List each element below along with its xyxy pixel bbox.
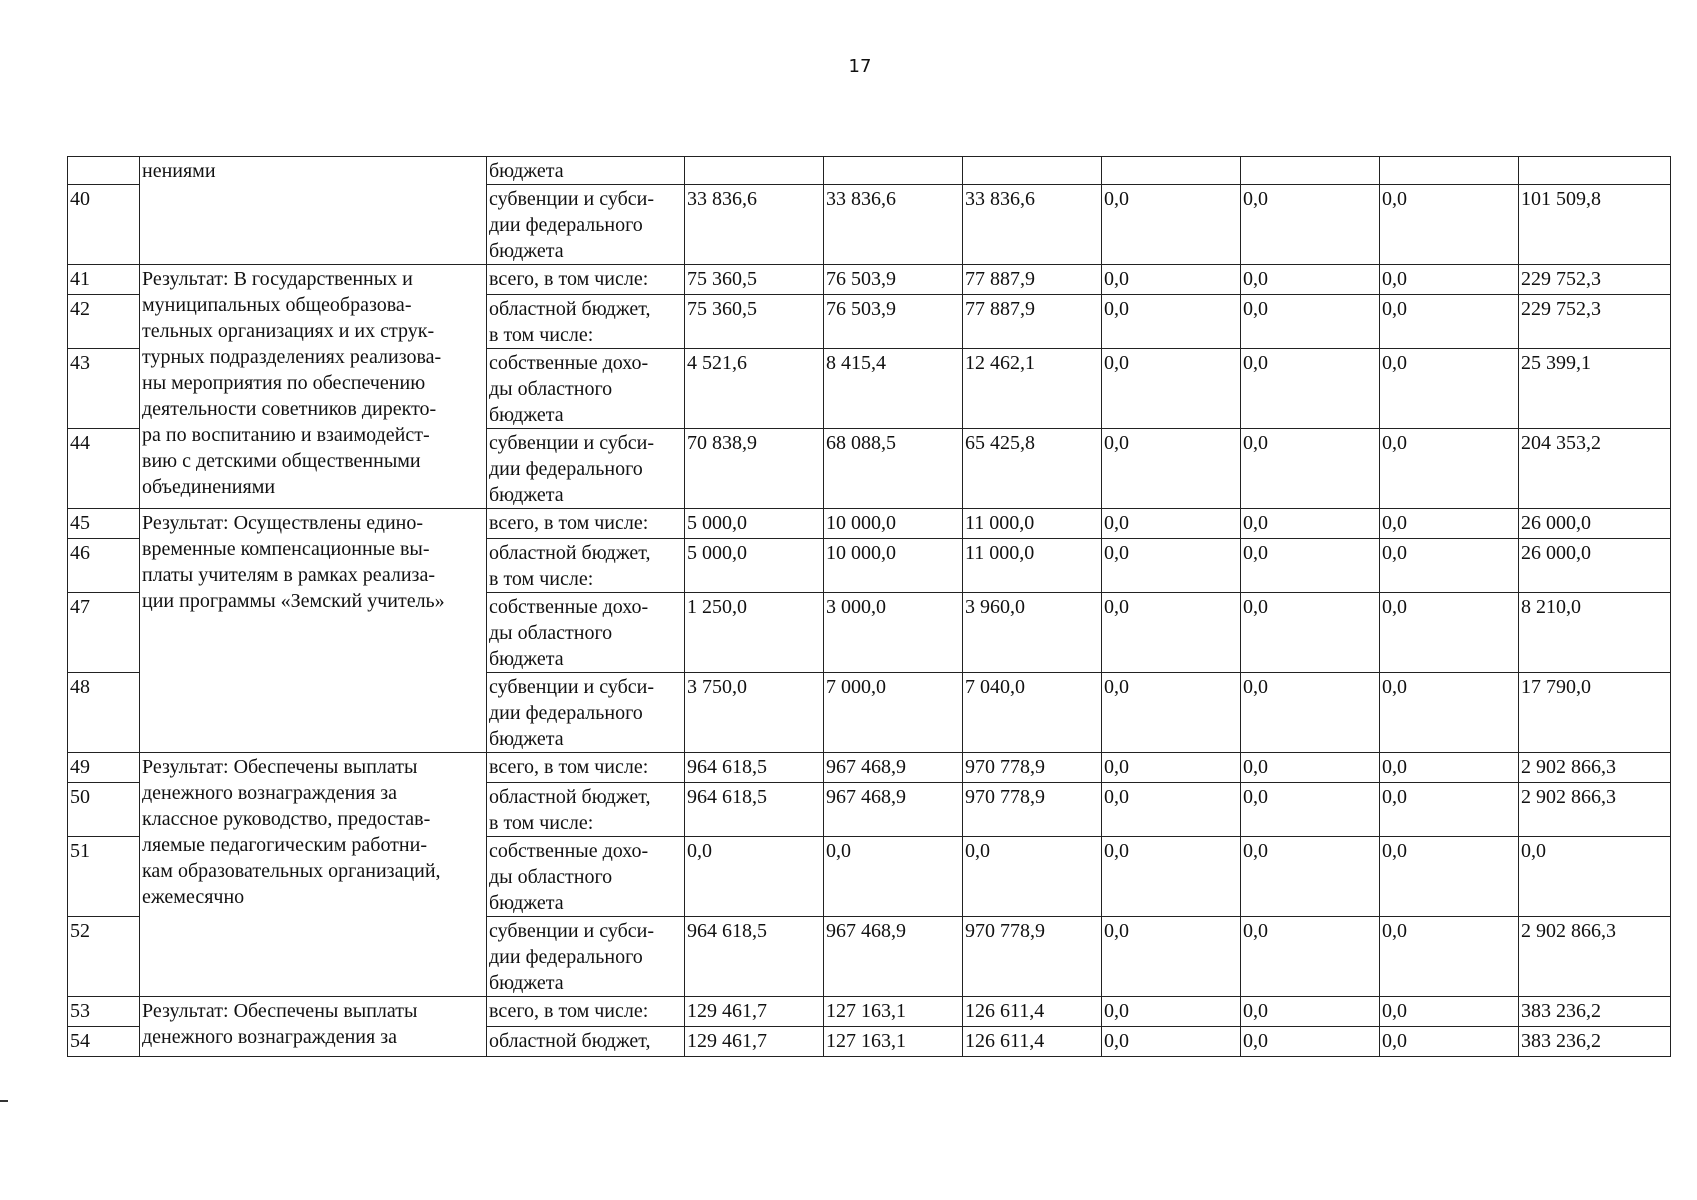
result-description-line: Результат: Обеспечены выплаты bbox=[142, 1000, 418, 1022]
total-value-cell: 26 000,0 bbox=[1519, 509, 1671, 539]
value-cell: 75 360,5 bbox=[685, 295, 824, 349]
funding-source-cell: бюджета bbox=[487, 157, 685, 185]
result-description-cell bbox=[140, 509, 487, 753]
value-cell: 4 521,6 bbox=[685, 349, 824, 429]
value-cell: 126 611,4 bbox=[963, 1027, 1102, 1057]
value-cell: 0,0 bbox=[1241, 997, 1380, 1027]
value-cell: 70 838,9 bbox=[685, 429, 824, 509]
value-cell: 10 000,0 bbox=[824, 539, 963, 593]
result-description-line: Результат: Осуществлены едино- bbox=[142, 512, 424, 534]
total-value-cell: 17 790,0 bbox=[1519, 673, 1671, 753]
table-row bbox=[68, 265, 1671, 295]
value-cell: 0,0 bbox=[1241, 1027, 1380, 1057]
total-value-cell: 101 509,8 bbox=[1519, 185, 1671, 265]
row-number-cell: 40 bbox=[68, 185, 140, 265]
row-number-cell: 42 bbox=[68, 295, 140, 349]
result-description-line: ежемесячно bbox=[142, 886, 245, 908]
value-cell: 0,0 bbox=[1102, 917, 1241, 997]
value-cell: 0,0 bbox=[1241, 429, 1380, 509]
row-number-cell: 47 bbox=[68, 593, 140, 673]
value-cell: 0,0 bbox=[1241, 265, 1380, 295]
value-cell: 0,0 bbox=[1241, 509, 1380, 539]
value-cell: 0,0 bbox=[1380, 185, 1519, 265]
funding-source-line: всего, в том числе: bbox=[489, 512, 649, 534]
value-cell: 0,0 bbox=[685, 837, 824, 917]
result-description-line: деятельности советников директо- bbox=[142, 398, 437, 420]
value-cell: 0,0 bbox=[1241, 753, 1380, 783]
value-cell: 76 503,9 bbox=[824, 265, 963, 295]
row-number-cell: 50 bbox=[68, 783, 140, 837]
funding-source-line: дии федерального bbox=[489, 946, 643, 968]
value-cell: 0,0 bbox=[1241, 673, 1380, 753]
row-number-cell: 45 bbox=[68, 509, 140, 539]
result-description-line: денежного вознаграждения за bbox=[142, 782, 397, 804]
funding-source-cell bbox=[487, 265, 685, 295]
value-cell: 0,0 bbox=[1102, 539, 1241, 593]
value-cell: 0,0 bbox=[1241, 349, 1380, 429]
value-cell: 0,0 bbox=[1241, 837, 1380, 917]
margin-mark bbox=[0, 1100, 8, 1102]
funding-source-line: субвенции и субси- bbox=[489, 432, 655, 454]
funding-source-cell bbox=[487, 1027, 685, 1057]
row-number-cell: 41 bbox=[68, 265, 140, 295]
funding-source-line: субвенции и субси- bbox=[489, 920, 655, 942]
funding-source-line: собственные дохо- bbox=[489, 840, 649, 862]
result-description-line: денежного вознаграждения за bbox=[142, 1026, 397, 1048]
funding-source-cell bbox=[487, 593, 685, 673]
total-value-cell: 383 236,2 bbox=[1519, 1027, 1671, 1057]
value-cell: 0,0 bbox=[1380, 593, 1519, 673]
value-cell: 7 000,0 bbox=[824, 673, 963, 753]
value-cell: 0,0 bbox=[1102, 673, 1241, 753]
value-cell: 1 250,0 bbox=[685, 593, 824, 673]
result-description-line: турных подразделениях реализова- bbox=[142, 346, 442, 368]
value-cell: 0,0 bbox=[1380, 429, 1519, 509]
value-cell: 0,0 bbox=[1241, 539, 1380, 593]
funding-source-cell bbox=[487, 349, 685, 429]
value-cell: 0,0 bbox=[963, 837, 1102, 917]
funding-source-cell bbox=[487, 539, 685, 593]
result-description-line: ции программы «Земский учитель» bbox=[142, 590, 445, 612]
row-number-cell: 54 bbox=[68, 1027, 140, 1057]
result-description-line: Результат: В государственных и bbox=[142, 268, 413, 290]
value-cell: 970 778,9 bbox=[963, 753, 1102, 783]
table-row bbox=[68, 997, 1671, 1027]
value-cell: 0,0 bbox=[1102, 509, 1241, 539]
value-cell: 0,0 bbox=[1380, 539, 1519, 593]
funding-source-cell bbox=[487, 509, 685, 539]
value-cell: 0,0 bbox=[1380, 753, 1519, 783]
total-value-cell: 26 000,0 bbox=[1519, 539, 1671, 593]
row-number-cell: 44 bbox=[68, 429, 140, 509]
value-cell: 0,0 bbox=[1380, 265, 1519, 295]
table-row bbox=[68, 753, 1671, 783]
result-description-line: Результат: Обеспечены выплаты bbox=[142, 756, 418, 778]
value-cell: 0,0 bbox=[1380, 349, 1519, 429]
funding-source-line: областной бюджет, bbox=[489, 298, 651, 320]
value-cell: 964 618,5 bbox=[685, 783, 824, 837]
table-row bbox=[68, 157, 1671, 185]
funding-source-line: бюджета bbox=[489, 484, 564, 506]
value-cell: 0,0 bbox=[1241, 917, 1380, 997]
result-description-cell bbox=[140, 753, 487, 997]
page-number: 17 bbox=[848, 56, 872, 77]
value-cell: 0,0 bbox=[1241, 593, 1380, 673]
result-description-cell bbox=[140, 997, 487, 1057]
value-cell: 3 750,0 bbox=[685, 673, 824, 753]
value-cell: 126 611,4 bbox=[963, 997, 1102, 1027]
value-cell: 0,0 bbox=[1241, 185, 1380, 265]
value-cell: 0,0 bbox=[1102, 837, 1241, 917]
result-description-line: вию с детскими общественными bbox=[142, 450, 421, 472]
total-value-cell: 25 399,1 bbox=[1519, 349, 1671, 429]
value-cell: 0,0 bbox=[1102, 997, 1241, 1027]
funding-source-line: бюджета bbox=[489, 240, 564, 262]
total-value-cell: 2 902 866,3 bbox=[1519, 753, 1671, 783]
value-cell: 0,0 bbox=[1380, 837, 1519, 917]
total-value-cell: 8 210,0 bbox=[1519, 593, 1671, 673]
value-cell: 970 778,9 bbox=[963, 783, 1102, 837]
value-cell: 0,0 bbox=[1380, 295, 1519, 349]
funding-source-cell bbox=[487, 753, 685, 783]
funding-source-line: всего, в том числе: bbox=[489, 268, 649, 290]
value-cell: 129 461,7 bbox=[685, 997, 824, 1027]
funding-source-line: бюджета bbox=[489, 892, 564, 914]
result-description-line: муниципальных общеобразова- bbox=[142, 294, 412, 316]
value-cell: 0,0 bbox=[1241, 783, 1380, 837]
row-number-cell: 49 bbox=[68, 753, 140, 783]
value-cell: 3 000,0 bbox=[824, 593, 963, 673]
result-description-line: временные компенсационные вы- bbox=[142, 538, 430, 560]
value-cell: 127 163,1 bbox=[824, 1027, 963, 1057]
funding-source-cell bbox=[487, 917, 685, 997]
value-cell: 12 462,1 bbox=[963, 349, 1102, 429]
result-description-cell bbox=[140, 265, 487, 509]
value-cell: 964 618,5 bbox=[685, 917, 824, 997]
value-cell bbox=[685, 157, 824, 185]
funding-source-cell bbox=[487, 837, 685, 917]
value-cell: 0,0 bbox=[1380, 917, 1519, 997]
row-number-cell: 43 bbox=[68, 349, 140, 429]
total-value-cell: 383 236,2 bbox=[1519, 997, 1671, 1027]
funding-source-cell bbox=[487, 997, 685, 1027]
funding-source-line: дии федерального bbox=[489, 214, 643, 236]
total-value-cell: 229 752,3 bbox=[1519, 295, 1671, 349]
value-cell: 0,0 bbox=[1380, 509, 1519, 539]
funding-source-line: всего, в том числе: bbox=[489, 1000, 649, 1022]
value-cell: 0,0 bbox=[1380, 673, 1519, 753]
row-number-cell bbox=[68, 157, 140, 185]
value-cell: 33 836,6 bbox=[824, 185, 963, 265]
value-cell: 75 360,5 bbox=[685, 265, 824, 295]
funding-source-line: областной бюджет, bbox=[489, 786, 651, 808]
row-number-cell: 46 bbox=[68, 539, 140, 593]
result-description-line: объединениями bbox=[142, 476, 276, 498]
value-cell: 5 000,0 bbox=[685, 509, 824, 539]
funding-source-line: бюджета bbox=[489, 728, 564, 750]
value-cell: 33 836,6 bbox=[685, 185, 824, 265]
total-value-cell: 204 353,2 bbox=[1519, 429, 1671, 509]
value-cell: 0,0 bbox=[1102, 1027, 1241, 1057]
value-cell: 11 000,0 bbox=[963, 509, 1102, 539]
funding-source-cell bbox=[487, 783, 685, 837]
value-cell: 68 088,5 bbox=[824, 429, 963, 509]
funding-source-line: бюджета bbox=[489, 404, 564, 426]
funding-source-line: в том числе: bbox=[489, 812, 594, 834]
value-cell: 8 415,4 bbox=[824, 349, 963, 429]
funding-source-line: ды областного bbox=[489, 378, 613, 400]
funding-source-line: в том числе: bbox=[489, 324, 594, 346]
description-cell: нениями bbox=[140, 157, 487, 265]
funding-source-line: субвенции и субси- bbox=[489, 188, 655, 210]
value-cell: 0,0 bbox=[1102, 295, 1241, 349]
funding-source-line: в том числе: bbox=[489, 568, 594, 590]
funding-source-cell bbox=[487, 429, 685, 509]
value-cell: 65 425,8 bbox=[963, 429, 1102, 509]
value-cell: 0,0 bbox=[1380, 1027, 1519, 1057]
value-cell: 7 040,0 bbox=[963, 673, 1102, 753]
value-cell: 0,0 bbox=[1102, 753, 1241, 783]
value-cell: 0,0 bbox=[1380, 783, 1519, 837]
total-value-cell: 2 902 866,3 bbox=[1519, 917, 1671, 997]
value-cell: 0,0 bbox=[1380, 997, 1519, 1027]
row-number-cell: 52 bbox=[68, 917, 140, 997]
funding-source-line: собственные дохо- bbox=[489, 596, 649, 618]
row-number-cell: 48 bbox=[68, 673, 140, 753]
funding-source-line: дии федерального bbox=[489, 702, 643, 724]
value-cell: 0,0 bbox=[1102, 429, 1241, 509]
value-cell: 10 000,0 bbox=[824, 509, 963, 539]
funding-source-line: областной бюджет, bbox=[489, 1030, 651, 1052]
funding-source-line: бюджета bbox=[489, 972, 564, 994]
value-cell bbox=[1519, 157, 1671, 185]
value-cell: 967 468,9 bbox=[824, 783, 963, 837]
funding-source-line: ды областного bbox=[489, 622, 613, 644]
value-cell: 967 468,9 bbox=[824, 753, 963, 783]
funding-source-line: дии федерального bbox=[489, 458, 643, 480]
value-cell: 0,0 bbox=[824, 837, 963, 917]
table-body bbox=[68, 157, 1671, 1057]
value-cell: 970 778,9 bbox=[963, 917, 1102, 997]
value-cell: 33 836,6 bbox=[963, 185, 1102, 265]
funding-source-cell bbox=[487, 185, 685, 265]
total-value-cell: 229 752,3 bbox=[1519, 265, 1671, 295]
value-cell: 11 000,0 bbox=[963, 539, 1102, 593]
value-cell: 0,0 bbox=[1102, 185, 1241, 265]
row-number-cell: 51 bbox=[68, 837, 140, 917]
funding-source-line: собственные дохо- bbox=[489, 352, 649, 374]
total-value-cell: 2 902 866,3 bbox=[1519, 783, 1671, 837]
result-description-line: ны мероприятия по обеспечению bbox=[142, 372, 426, 394]
value-cell: 0,0 bbox=[1102, 265, 1241, 295]
funding-source-cell bbox=[487, 295, 685, 349]
value-cell: 5 000,0 bbox=[685, 539, 824, 593]
result-description-line: ляемые педагогическим работни- bbox=[142, 834, 427, 856]
value-cell: 76 503,9 bbox=[824, 295, 963, 349]
value-cell: 0,0 bbox=[1102, 783, 1241, 837]
result-description-line: тельных организациях и их струк- bbox=[142, 320, 435, 342]
value-cell: 967 468,9 bbox=[824, 917, 963, 997]
value-cell: 0,0 bbox=[1241, 295, 1380, 349]
value-cell: 77 887,9 bbox=[963, 265, 1102, 295]
funding-source-line: ды областного bbox=[489, 866, 613, 888]
value-cell: 0,0 bbox=[1102, 349, 1241, 429]
funding-source-line: областной бюджет, bbox=[489, 542, 651, 564]
value-cell: 3 960,0 bbox=[963, 593, 1102, 673]
row-number-cell: 53 bbox=[68, 997, 140, 1027]
result-description-line: ра по воспитанию и взаимодейст- bbox=[142, 424, 430, 446]
value-cell: 0,0 bbox=[1102, 593, 1241, 673]
funding-source-line: всего, в том числе: bbox=[489, 756, 649, 778]
value-cell bbox=[824, 157, 963, 185]
value-cell: 964 618,5 bbox=[685, 753, 824, 783]
value-cell: 127 163,1 bbox=[824, 997, 963, 1027]
funding-source-line: субвенции и субси- bbox=[489, 676, 655, 698]
value-cell: 129 461,7 bbox=[685, 1027, 824, 1057]
value-cell bbox=[963, 157, 1102, 185]
table-row bbox=[68, 509, 1671, 539]
funding-source-line: бюджета bbox=[489, 648, 564, 670]
value-cell bbox=[1380, 157, 1519, 185]
result-description-line: платы учителям в рамках реализа- bbox=[142, 564, 435, 586]
total-value-cell: 0,0 bbox=[1519, 837, 1671, 917]
value-cell: 77 887,9 bbox=[963, 295, 1102, 349]
funding-source-cell bbox=[487, 673, 685, 753]
budget-table bbox=[67, 156, 1671, 1057]
result-description-line: классное руководство, предостав- bbox=[142, 808, 431, 830]
value-cell bbox=[1241, 157, 1380, 185]
result-description-line: кам образовательных организаций, bbox=[142, 860, 441, 882]
value-cell bbox=[1102, 157, 1241, 185]
